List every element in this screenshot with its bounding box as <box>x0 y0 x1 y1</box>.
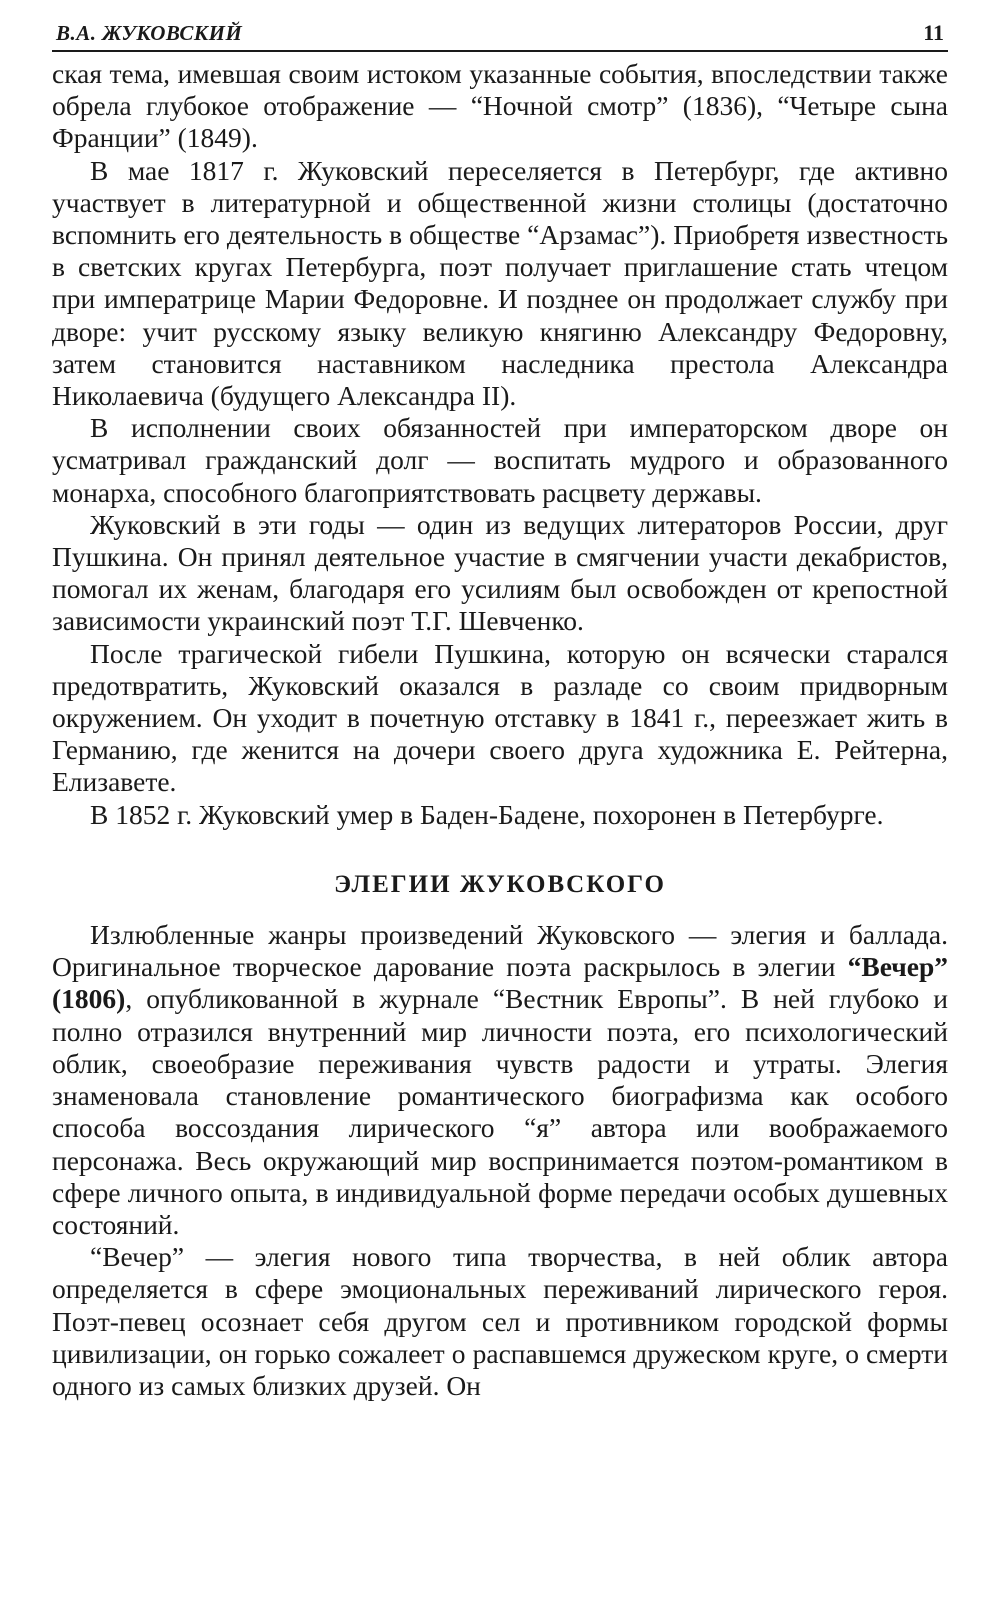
main-text <box>52 58 948 1402</box>
paragraph-petersburg: В мае 1817 г. Жуковский переселяется в Петербург, где активно участвует в литературной и общественной жизни столицы (достаточно вспомнить его деятельность в обществе “Арзамас”). Приобретя известность в светских кругах Петербурга, поэт получает приглашение стать чтецом при императрице Марии Федоровне. И позднее он продолжает службу при дворе: учит русскому языку великую княгиню Александру Федоровну, затем становится наставником наследника престола Александра Николаевича (будущего Александра II). <box>52 154 948 412</box>
elegy-title-bold: “Вечер” (1806) <box>52 951 948 1015</box>
paragraph-vecher: “Вечер” — элегия нового типа творчества, в ней облик автора определяется в сфере эмоциональных переживаний лирического героя. Поэт-певец осознает себя другом сел и противником городской формы цивилизации, он горько сожалеет о распавшемся дружеском круге, о смерти одного из самых близких друзей. Он <box>52 1241 948 1401</box>
section-heading: ЭЛЕГИИ ЖУКОВСКОГО <box>334 870 666 898</box>
paragraph-genres <box>52 919 948 1241</box>
book-page <box>52 14 948 1402</box>
paragraph-court-duty: В исполнении своих обязанностей при императорском дворе он усматривал гражданский долг — воспитать мудрого и образованного монарха, способного благоприятствовать расцвету державы. <box>52 412 948 508</box>
page-number: 11 <box>923 20 944 45</box>
running-header-author: В.А. ЖУКОВСКИЙ <box>56 21 243 45</box>
running-header <box>52 14 948 52</box>
paragraph-pushkin-death: После трагической гибели Пушкина, которую он всячески старался предотвратить, Жуковский оказался в разладе со своим придворным окружением. Он уходит в почетную отставку в 1841 г., переезжает жить в Германию, где женится на дочери своего друга художника Е. Рейтерна, Елизавете. <box>52 637 948 798</box>
paragraph-death: В 1852 г. Жуковский умер в Баден-Бадене, похоронен в Петербурге. <box>90 798 884 830</box>
paragraph-genres-end: , опубликованной в журнале “Вестник Европы”. В ней глубоко и полно отразился внутренний мир личности поэта, его психологический облик, своеобразие переживания чувств радости и утраты. Элегия знаменовала становление романтического биографизма как особого способа воссоздания лирического “я” автора или воображаемого персонажа. Весь окружающий мир воспринимается поэтом-романтиком в сфере личного опыта, в индивидуальной форме передачи особых душевных состояний. <box>52 983 948 1240</box>
paragraph-decembrists: Жуковский в эти годы — один из ведущих литераторов России, друг Пушкина. Он принял деятельное участие в смягчении участи декабристов, помогал их женам, благодаря его усилиям был освобожден от крепостной зависимости украинский поэт Т.Г. Шевченко. <box>52 508 948 637</box>
paragraph-continuation: ская тема, имевшая своим истоком указанные события, впоследствии также обрела глубокое отображение — “Ночной смотр” (1836), “Четыре сына Франции” (1849). <box>52 58 948 154</box>
paragraph-genres-start: Излюбленные жанры произведений Жуковского — элегия и баллада. Оригинальное творческое дарование поэта раскрылось в элегии <box>52 919 948 983</box>
